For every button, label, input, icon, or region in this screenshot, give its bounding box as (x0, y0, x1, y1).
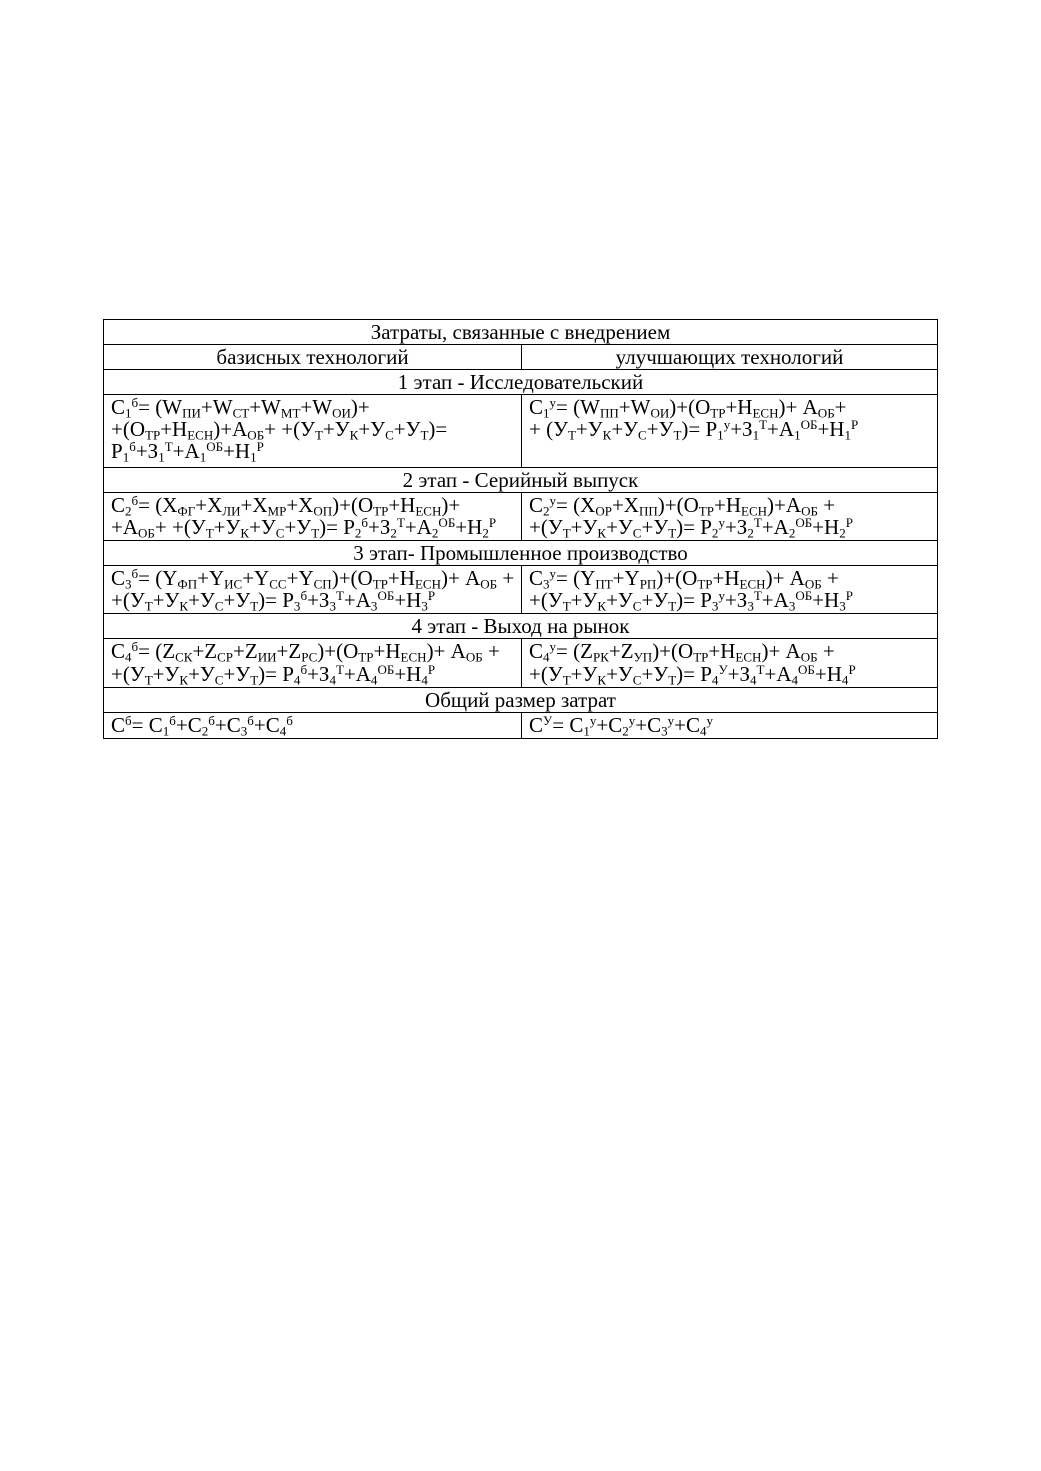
stage-2-formula-row (104, 493, 938, 541)
total-label: Общий размер затрат (104, 687, 938, 712)
stage-1-label: 1 этап - Исследовательский (104, 370, 938, 395)
stage-1-header-row (104, 370, 938, 395)
stage-2-header-row (104, 468, 938, 493)
stage-3-basic-formula-text: $С_3^б= (Y_{ФП}+Y_{ИС}+Y_{СС}+Y_{СП})+(О_{ТР}+Н_{ЕСН})+ А_{ОБ}$ + $+(У_Т+У_К+У_С+У_Т)= Р_3^б+З_3^Т+А_3^{ОБ}+Н_3^Р$ (111, 566, 515, 614)
stage-3-basic-formula (104, 566, 522, 614)
stage-3-improved-formula-text: $С_3^у= (Y_{ПТ}+Y_{РП})+(О_{ТР}+Н_{ЕСН})+ А_{ОБ}$ + $+(У_Т+У_К+У_С+У_Т)= Р_3^у+З_3^Т+А_3^{ОБ}+Н_3^Р$ (529, 566, 853, 614)
stage-2-improved-formula-text: $С_2^у= (X_{ОР}+X_{ПП})+(О_{ТР}+Н_{ЕСН})+А_{ОБ}$ + $+(У_Т+У_К+У_С+У_Т)= Р_2^у+З_2^Т+А_2^{ОБ}+Н_2^Р$ (529, 493, 853, 541)
stage-1-improved-formula-text: $С_1^у= (W_{ПП}+W_{ОИ})+(О_{ТР}+Н_{ЕСН})+ А_{ОБ}+$ + $(У_Т+У_К+У_С+У_Т)= Р_1^у+З_1^Т+А_1^{ОБ}+Н_1^Р$ (529, 394, 859, 443)
stage-3-formula-row (104, 566, 938, 614)
stage-2-improved-formula (522, 493, 938, 541)
stage-4-basic-formula-text: $С_4^б= (Z_{СК}+Z_{СР}+Z_{ИИ}+Z_{РС})+(О_{ТР}+Н_{ЕСН})+ А_{ОБ}$ + $+(У_Т+У_К+У_С+У_Т)= Р_4^б+З_4^Т+А_4^{ОБ}+Н_4^Р$ (111, 639, 500, 687)
total-basic-formula (104, 712, 522, 738)
stage-4-label: 4 этап - Выход на рынок (104, 614, 938, 639)
stage-4-formula-row (104, 639, 938, 687)
total-formula-row (104, 712, 938, 738)
stage-2-basic-formula-text: $С_2^б= (X_{ФГ}+X_{ЛИ}+X_{МР}+X_{ОП})+(О_{ТР}+Н_{ЕСН})+$ $+А_{ОБ}+ +(У_Т+У_К+У_С+У_Т)= Р_2^б+З_2^Т+А_2^{ОБ}+Н_2^Р$ (111, 493, 497, 541)
stage-1-basic-formula-text: $С_1^б= (W_{ПИ}+W_{СТ}+W_{МТ}+W_{ОИ})+$ $+(О_{ТР}+Н_{ЕСН})+А_{ОБ}+ +(У_Т+У_К+У_С+У_Т)=$ $Р_1^б+З_1^Т+А_1^{ОБ}+Н_1^Р$ (111, 394, 448, 465)
stage-3-header-row (104, 541, 938, 566)
stage-4-basic-formula (104, 639, 522, 687)
table-title: Затраты, связанные с внедрением (104, 320, 938, 345)
table-title-row (104, 320, 938, 345)
stage-1-formula-row (104, 395, 938, 468)
column-header-row (104, 345, 938, 370)
stage-4-improved-formula (522, 639, 938, 687)
stage-3-improved-formula (522, 566, 938, 614)
total-basic-formula-text: $С^б= С_1^б+С_2^б+С_3^б+С_4^б$ (111, 712, 293, 738)
stage-2-label: 2 этап - Серийный выпуск (104, 468, 938, 493)
total-improved-formula-text: $С^У= С_1^у+С_2^у+С_3^у+С_4^у$ (529, 712, 714, 738)
cost-formula-table (103, 319, 938, 739)
total-header-row (104, 687, 938, 712)
column-header-improved: улучшающих технологий (522, 345, 938, 370)
total-improved-formula (522, 712, 938, 738)
stage-4-improved-formula-text: $С_4^у= (Z_{РК}+Z_{УП})+(О_{ТР}+Н_{ЕСН})+ А_{ОБ}$ + $+(У_Т+У_К+У_С+У_Т)= Р_4^У+З_4^Т+А_4^{ОБ}+Н_4^Р$ (529, 639, 856, 687)
stage-1-basic-formula (104, 395, 522, 468)
stage-1-improved-formula (522, 395, 938, 468)
stage-3-label: 3 этап- Промышленное производство (104, 541, 938, 566)
column-header-basic: базисных технологий (104, 345, 522, 370)
stage-2-basic-formula (104, 493, 522, 541)
stage-4-header-row (104, 614, 938, 639)
